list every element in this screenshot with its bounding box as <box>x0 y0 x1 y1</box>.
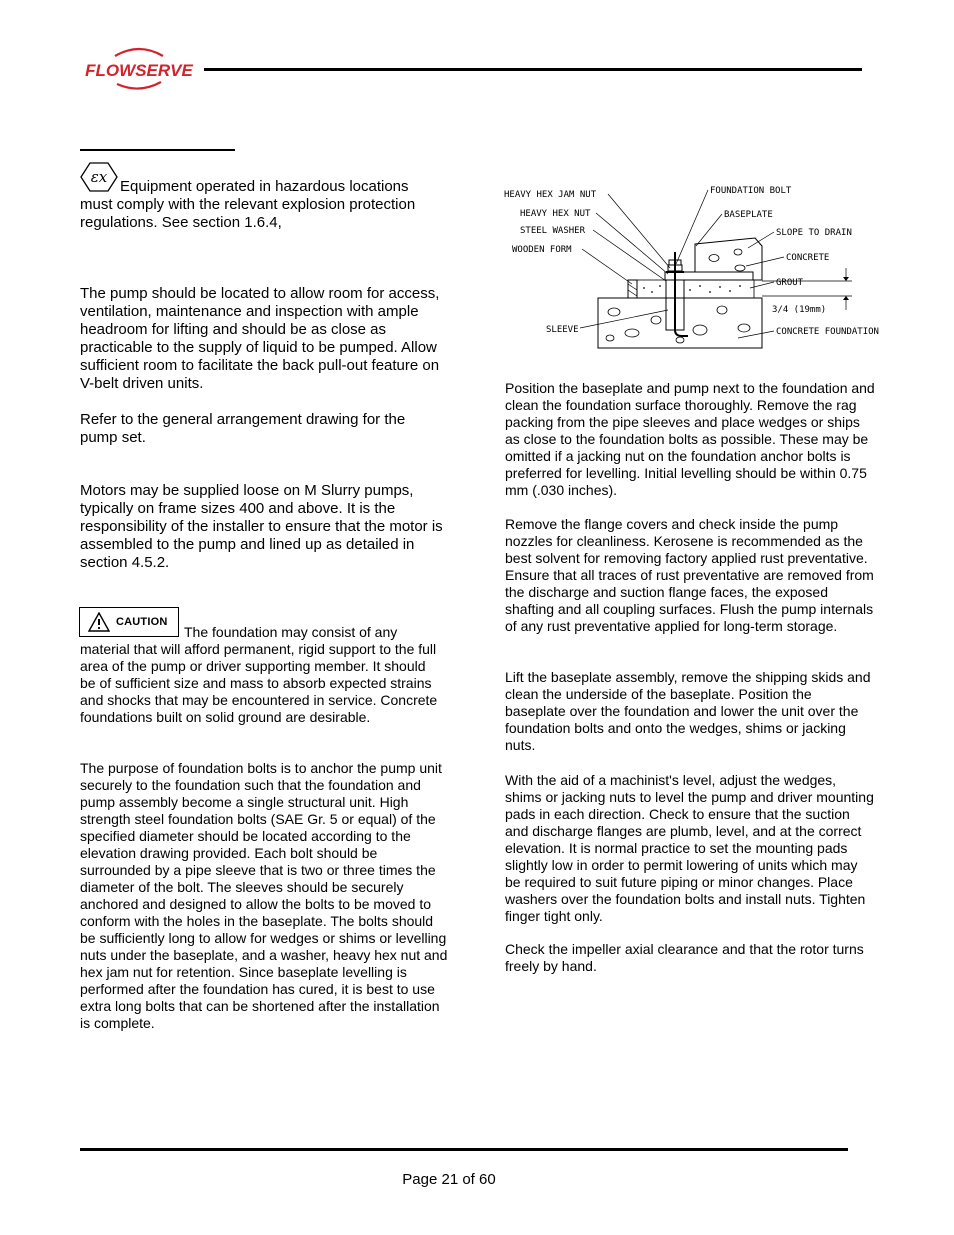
flange-paragraph: Remove the flange covers and check inside the pump nozzles for cleanliness. Kerosene is recommended as the best solvent for removing factory applied rust preventative. Ensure that all traces of rust preventative are removed from the discharge and suction flange faces, the exposed shafting and all coupling surfaces. Flush the pump internals of any rust preventative applied for long-term storage. <box>505 516 874 634</box>
flowserve-logo <box>80 44 198 90</box>
brand-name: FLOWSERVE <box>85 61 193 80</box>
location-paragraph: The pump should be located to allow room for access, ventilation, maintenance and inspection with ample headroom for lifting and should be as close as practicable to the supply of liquid to be pumped. Allow sufficient room to facilitate the back pull-out feature on V-belt driven units. <box>80 285 440 392</box>
label-bolt: FOUNDATION BOLT <box>710 186 792 196</box>
footer-rule <box>80 1148 848 1151</box>
label-washer: STEEL WASHER <box>520 226 586 236</box>
section-underline <box>80 149 235 151</box>
label-jam-nut: HEAVY HEX JAM NUT <box>504 190 597 200</box>
arrangement-paragraph: Refer to the general arrangement drawing for the pump set. <box>80 411 406 446</box>
label-baseplate: BASEPLATE <box>724 210 773 220</box>
foundation-bolt-diagram <box>500 180 892 355</box>
label-slope: SLOPE TO DRAIN <box>776 228 852 238</box>
label-form: WOODEN FORM <box>512 245 572 255</box>
ex-paragraph: Equipment operated in hazardous locations must comply with the relevant explosion protection regulations. See section 1.6.4, <box>80 178 416 231</box>
label-hex-nut: HEAVY HEX NUT <box>520 209 591 219</box>
foundation-paragraph: material that will afford permanent, rigid support to the full area of the pump or driver supporting member. It should be of sufficient size and mass to absorb expected strains and shocks that may be encountered in service. Concrete foundations built on solid ground are desirable. <box>80 641 438 725</box>
label-grout: GROUT <box>776 278 804 288</box>
header-rule <box>204 68 862 71</box>
foundation-first-line: The foundation may consist of any <box>184 624 398 640</box>
position-paragraph: Position the baseplate and pump next to the foundation and clean the foundation surface thoroughly. Remove the rag packing from the pipe sleeves and place wedges or ships as close to the foundation bolts as possible. These may be omitted if a jacking nut on the foundation anchor bolts is preferred for levelling. Initial levelling should be within 0.75 mm (.030 inches). <box>505 380 875 498</box>
clearance-paragraph: Check the impeller axial clearance and that the rotor turns freely by hand. <box>505 941 864 974</box>
bolts-paragraph: The purpose of foundation bolts is to anchor the pump unit securely to the foundation such that the foundation and pump assembly become a single structural unit. High strength steel foundation bolts (SAE Gr. 5 or equal) of the specified diameter should be located according to the elevation drawing provided. Each bolt should be surrounded by a pipe sleeve that is two or three times the diameter of the bolt. The sleeves should be securely anchored and designed to allow the bolts to be moved to conform with the holes in the baseplate. The bolts should be sufficiently long to allow for wedges or shims or levelling nuts under the baseplate, and a washer, heavy hex nut and hex jam nut for retention. Since baseplate levelling is performed after the foundation has cured, it is best to use extra long bolts that can be shortened after the installation is complete. <box>80 760 448 1031</box>
warning-triangle-icon <box>88 612 110 632</box>
caution-label: CAUTION <box>116 616 168 628</box>
label-dimension: 3/4 (19mm) <box>772 305 827 315</box>
label-concrete: CONCRETE <box>786 253 830 263</box>
svg-text:εx: εx <box>90 168 108 186</box>
level-paragraph: With the aid of a machinist's level, adjust the wedges, shims or jacking nuts to level the pump and driver mounting pads in each direction. Check to ensure that the suction and discharge flanges are plumb, level, and at the correct elevation. It is normal practice to set the mounting pads slightly low in order to permit lowering of units which may be required to suit future piping or minor changes. Place washers over the foundation bolts and install nuts. Tighten finger tight only. <box>505 772 874 924</box>
caution-badge <box>79 607 179 637</box>
label-foundation: CONCRETE FOUNDATION <box>776 327 879 337</box>
lift-paragraph: Lift the baseplate assembly, remove the shipping skids and clean the underside of the baseplate. Position the baseplate over the foundation and lower the unit over the foundation bolts and onto the wedges, shims or jacking nuts. <box>505 669 871 753</box>
motors-paragraph: Motors may be supplied loose on M Slurry pumps, typically on frame sizes 400 and above. It is the responsibility of the installer to ensure that the motor is assembled to the pump and lined up as detailed in section 4.5.2. <box>80 482 443 571</box>
page-number: Page 21 of 60 <box>402 1171 496 1188</box>
label-sleeve: SLEEVE <box>546 325 579 335</box>
